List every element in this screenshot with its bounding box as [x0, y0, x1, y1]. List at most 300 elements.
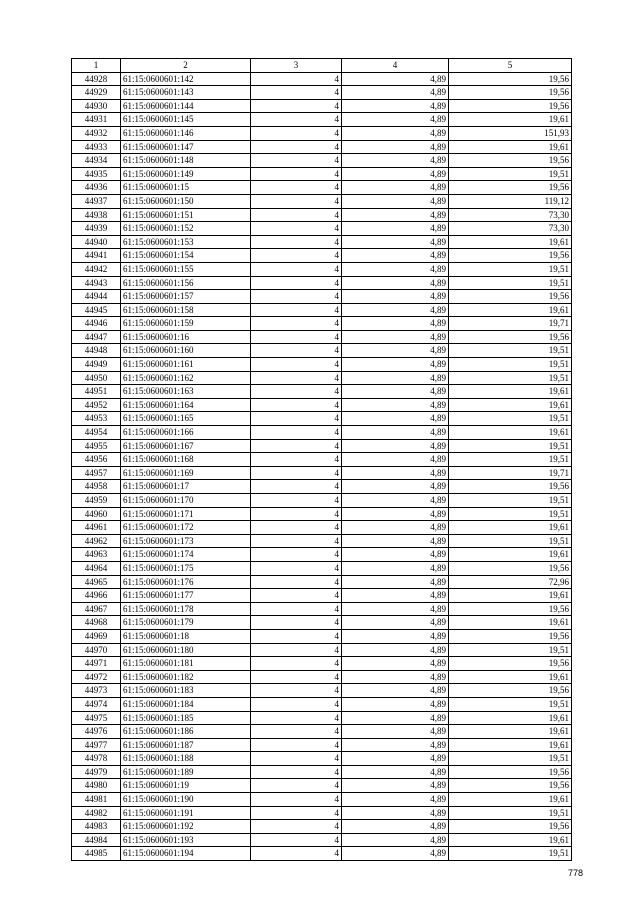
row-number-cell: 44961 [72, 521, 121, 535]
cadastral-number-cell: 61:15:0600601:150 [121, 194, 251, 208]
row-number-cell: 44963 [72, 548, 121, 562]
column-3-cell: 4 [251, 72, 342, 86]
table-row [72, 684, 572, 698]
row-number-cell: 44967 [72, 602, 121, 616]
column-4-cell: 4,89 [342, 126, 449, 140]
cadastral-number-cell: 61:15:0600601:151 [121, 208, 251, 222]
column-4-cell: 4,89 [342, 290, 449, 304]
cadastral-number-cell: 61:15:0600601:154 [121, 249, 251, 263]
cadastral-number-cell: 61:15:0600601:181 [121, 657, 251, 671]
cadastral-number-cell: 61:15:0600601:16 [121, 330, 251, 344]
cadastral-number-cell: 61:15:0600601:162 [121, 371, 251, 385]
column-3-cell: 4 [251, 643, 342, 657]
column-5-cell: 19,56 [449, 330, 572, 344]
data-table [71, 58, 572, 861]
column-4-cell: 4,89 [342, 262, 449, 276]
column-4-cell: 4,89 [342, 439, 449, 453]
column-5-cell: 19,51 [449, 412, 572, 426]
column-3-cell: 4 [251, 534, 342, 548]
column-5-cell: 19,56 [449, 249, 572, 263]
column-4-cell: 4,89 [342, 820, 449, 834]
column-3-cell: 4 [251, 194, 342, 208]
table-row [72, 99, 572, 113]
table-row [72, 548, 572, 562]
cadastral-number-cell: 61:15:0600601:172 [121, 521, 251, 535]
cadastral-number-cell: 61:15:0600601:142 [121, 72, 251, 86]
column-5-cell: 19,51 [449, 534, 572, 548]
cadastral-number-cell: 61:15:0600601:149 [121, 167, 251, 181]
table-row [72, 765, 572, 779]
column-5-cell: 19,51 [449, 752, 572, 766]
column-3-cell: 4 [251, 86, 342, 100]
row-number-cell: 44931 [72, 113, 121, 127]
column-header-1: 1 [72, 59, 121, 73]
row-number-cell: 44962 [72, 534, 121, 548]
table-row [72, 711, 572, 725]
column-5-cell: 19,61 [449, 235, 572, 249]
column-5-cell: 19,61 [449, 140, 572, 154]
row-number-cell: 44938 [72, 208, 121, 222]
table-row [72, 480, 572, 494]
column-5-cell: 19,51 [449, 806, 572, 820]
column-header-2: 2 [121, 59, 251, 73]
row-number-cell: 44984 [72, 833, 121, 847]
page-number: 778 [567, 868, 583, 878]
row-number-cell: 44956 [72, 453, 121, 467]
column-3-cell: 4 [251, 453, 342, 467]
column-3-cell: 4 [251, 847, 342, 861]
column-5-cell: 19,56 [449, 154, 572, 168]
row-number-cell: 44944 [72, 290, 121, 304]
column-5-cell: 19,56 [449, 561, 572, 575]
row-number-cell: 44983 [72, 820, 121, 834]
row-number-cell: 44941 [72, 249, 121, 263]
column-4-cell: 4,89 [342, 684, 449, 698]
cadastral-number-cell: 61:15:0600601:184 [121, 697, 251, 711]
column-5-cell: 19,56 [449, 290, 572, 304]
row-number-cell: 44980 [72, 779, 121, 793]
column-5-cell: 119,12 [449, 194, 572, 208]
table-row [72, 154, 572, 168]
cadastral-number-cell: 61:15:0600601:194 [121, 847, 251, 861]
cadastral-number-cell: 61:15:0600601:148 [121, 154, 251, 168]
cadastral-number-cell: 61:15:0600601:179 [121, 616, 251, 630]
cadastral-number-cell: 61:15:0600601:166 [121, 426, 251, 440]
table-body [72, 72, 572, 860]
table-header [72, 59, 572, 73]
cadastral-number-cell: 61:15:0600601:177 [121, 589, 251, 603]
column-5-cell: 19,51 [449, 643, 572, 657]
column-3-cell: 4 [251, 793, 342, 807]
column-4-cell: 4,89 [342, 643, 449, 657]
table-row [72, 575, 572, 589]
table-row [72, 589, 572, 603]
column-header-5: 5 [449, 59, 572, 73]
column-4-cell: 4,89 [342, 657, 449, 671]
column-3-cell: 4 [251, 358, 342, 372]
table-row [72, 86, 572, 100]
column-4-cell: 4,89 [342, 466, 449, 480]
column-5-cell: 73,30 [449, 208, 572, 222]
column-3-cell: 4 [251, 629, 342, 643]
column-5-cell: 19,56 [449, 86, 572, 100]
row-number-cell: 44949 [72, 358, 121, 372]
column-5-cell: 19,61 [449, 738, 572, 752]
column-4-cell: 4,89 [342, 711, 449, 725]
column-4-cell: 4,89 [342, 589, 449, 603]
row-number-cell: 44933 [72, 140, 121, 154]
cadastral-number-cell: 61:15:0600601:173 [121, 534, 251, 548]
column-3-cell: 4 [251, 521, 342, 535]
table-row [72, 629, 572, 643]
column-4-cell: 4,89 [342, 412, 449, 426]
column-4-cell: 4,89 [342, 847, 449, 861]
row-number-cell: 44955 [72, 439, 121, 453]
column-5-cell: 19,56 [449, 820, 572, 834]
column-5-cell: 19,51 [449, 494, 572, 508]
table-row [72, 113, 572, 127]
column-3-cell: 4 [251, 317, 342, 331]
row-number-cell: 44935 [72, 167, 121, 181]
row-number-cell: 44965 [72, 575, 121, 589]
column-5-cell: 19,61 [449, 711, 572, 725]
cadastral-number-cell: 61:15:0600601:169 [121, 466, 251, 480]
table-row [72, 167, 572, 181]
table-row [72, 439, 572, 453]
column-5-cell: 19,51 [449, 371, 572, 385]
table-row [72, 194, 572, 208]
column-3-cell: 4 [251, 385, 342, 399]
column-3-cell: 4 [251, 684, 342, 698]
row-number-cell: 44969 [72, 629, 121, 643]
cadastral-number-cell: 61:15:0600601:161 [121, 358, 251, 372]
cadastral-number-cell: 61:15:0600601:170 [121, 494, 251, 508]
column-4-cell: 4,89 [342, 494, 449, 508]
column-3-cell: 4 [251, 303, 342, 317]
row-number-cell: 44976 [72, 725, 121, 739]
column-5-cell: 19,61 [449, 113, 572, 127]
cadastral-number-cell: 61:15:0600601:19 [121, 779, 251, 793]
column-5-cell: 19,61 [449, 548, 572, 562]
cadastral-number-cell: 61:15:0600601:152 [121, 222, 251, 236]
column-3-cell: 4 [251, 439, 342, 453]
column-5-cell: 19,61 [449, 385, 572, 399]
row-number-cell: 44947 [72, 330, 121, 344]
table-row [72, 793, 572, 807]
table-row [72, 494, 572, 508]
column-5-cell: 19,51 [449, 507, 572, 521]
cadastral-number-cell: 61:15:0600601:160 [121, 344, 251, 358]
column-4-cell: 4,89 [342, 385, 449, 399]
column-5-cell: 151,93 [449, 126, 572, 140]
table-row [72, 521, 572, 535]
column-4-cell: 4,89 [342, 453, 449, 467]
column-3-cell: 4 [251, 222, 342, 236]
table-row [72, 208, 572, 222]
cadastral-number-cell: 61:15:0600601:186 [121, 725, 251, 739]
table-row [72, 290, 572, 304]
column-3-cell: 4 [251, 494, 342, 508]
table-row [72, 806, 572, 820]
table-row [72, 847, 572, 861]
cadastral-number-cell: 61:15:0600601:180 [121, 643, 251, 657]
row-number-cell: 44932 [72, 126, 121, 140]
column-4-cell: 4,89 [342, 208, 449, 222]
column-4-cell: 4,89 [342, 317, 449, 331]
column-5-cell: 19,56 [449, 602, 572, 616]
column-3-cell: 4 [251, 507, 342, 521]
row-number-cell: 44940 [72, 235, 121, 249]
cadastral-number-cell: 61:15:0600601:153 [121, 235, 251, 249]
cadastral-number-cell: 61:15:0600601:191 [121, 806, 251, 820]
table-row [72, 385, 572, 399]
column-5-cell: 19,71 [449, 466, 572, 480]
column-4-cell: 4,89 [342, 833, 449, 847]
cadastral-number-cell: 61:15:0600601:146 [121, 126, 251, 140]
row-number-cell: 44982 [72, 806, 121, 820]
column-3-cell: 4 [251, 602, 342, 616]
row-number-cell: 44946 [72, 317, 121, 331]
row-number-cell: 44954 [72, 426, 121, 440]
column-3-cell: 4 [251, 126, 342, 140]
column-3-cell: 4 [251, 616, 342, 630]
column-header-4: 4 [342, 59, 449, 73]
column-4-cell: 4,89 [342, 72, 449, 86]
table-row [72, 412, 572, 426]
table-row [72, 833, 572, 847]
column-3-cell: 4 [251, 140, 342, 154]
column-4-cell: 4,89 [342, 602, 449, 616]
row-number-cell: 44943 [72, 276, 121, 290]
table-row [72, 181, 572, 195]
table-row [72, 249, 572, 263]
column-5-cell: 19,56 [449, 181, 572, 195]
column-4-cell: 4,89 [342, 235, 449, 249]
column-5-cell: 19,61 [449, 426, 572, 440]
cadastral-number-cell: 61:15:0600601:188 [121, 752, 251, 766]
column-3-cell: 4 [251, 548, 342, 562]
column-5-cell: 19,61 [449, 793, 572, 807]
row-number-cell: 44930 [72, 99, 121, 113]
column-5-cell: 19,61 [449, 670, 572, 684]
column-4-cell: 4,89 [342, 561, 449, 575]
cadastral-number-cell: 61:15:0600601:15 [121, 181, 251, 195]
column-4-cell: 4,89 [342, 507, 449, 521]
column-3-cell: 4 [251, 426, 342, 440]
table-row [72, 330, 572, 344]
table-row [72, 303, 572, 317]
column-3-cell: 4 [251, 344, 342, 358]
column-4-cell: 4,89 [342, 398, 449, 412]
cadastral-number-cell: 61:15:0600601:156 [121, 276, 251, 290]
column-3-cell: 4 [251, 711, 342, 725]
table-row [72, 752, 572, 766]
column-4-cell: 4,89 [342, 426, 449, 440]
cadastral-number-cell: 61:15:0600601:155 [121, 262, 251, 276]
column-5-cell: 19,51 [449, 276, 572, 290]
column-4-cell: 4,89 [342, 194, 449, 208]
column-4-cell: 4,89 [342, 779, 449, 793]
row-number-cell: 44974 [72, 697, 121, 711]
column-3-cell: 4 [251, 398, 342, 412]
column-3-cell: 4 [251, 208, 342, 222]
row-number-cell: 44952 [72, 398, 121, 412]
column-4-cell: 4,89 [342, 99, 449, 113]
row-number-cell: 44928 [72, 72, 121, 86]
row-number-cell: 44950 [72, 371, 121, 385]
column-5-cell: 19,56 [449, 72, 572, 86]
column-4-cell: 4,89 [342, 575, 449, 589]
column-3-cell: 4 [251, 99, 342, 113]
column-5-cell: 19,51 [449, 262, 572, 276]
row-number-cell: 44934 [72, 154, 121, 168]
table-row [72, 820, 572, 834]
table-row [72, 398, 572, 412]
column-4-cell: 4,89 [342, 154, 449, 168]
column-5-cell: 19,61 [449, 303, 572, 317]
cadastral-number-cell: 61:15:0600601:190 [121, 793, 251, 807]
column-4-cell: 4,89 [342, 670, 449, 684]
column-3-cell: 4 [251, 371, 342, 385]
column-4-cell: 4,89 [342, 303, 449, 317]
row-number-cell: 44960 [72, 507, 121, 521]
cadastral-number-cell: 61:15:0600601:158 [121, 303, 251, 317]
cadastral-number-cell: 61:15:0600601:178 [121, 602, 251, 616]
column-5-cell: 19,56 [449, 657, 572, 671]
column-3-cell: 4 [251, 806, 342, 820]
column-5-cell: 19,56 [449, 765, 572, 779]
column-5-cell: 19,56 [449, 684, 572, 698]
table-row [72, 358, 572, 372]
table-row [72, 72, 572, 86]
table-row [72, 738, 572, 752]
row-number-cell: 44981 [72, 793, 121, 807]
table-row [72, 725, 572, 739]
column-3-cell: 4 [251, 738, 342, 752]
cadastral-number-cell: 61:15:0600601:193 [121, 833, 251, 847]
cadastral-number-cell: 61:15:0600601:143 [121, 86, 251, 100]
row-number-cell: 44973 [72, 684, 121, 698]
column-4-cell: 4,89 [342, 222, 449, 236]
row-number-cell: 44966 [72, 589, 121, 603]
column-4-cell: 4,89 [342, 276, 449, 290]
cadastral-number-cell: 61:15:0600601:183 [121, 684, 251, 698]
table-row [72, 276, 572, 290]
row-number-cell: 44953 [72, 412, 121, 426]
cadastral-number-cell: 61:15:0600601:163 [121, 385, 251, 399]
row-number-cell: 44942 [72, 262, 121, 276]
column-5-cell: 19,71 [449, 317, 572, 331]
cadastral-number-cell: 61:15:0600601:192 [121, 820, 251, 834]
column-3-cell: 4 [251, 657, 342, 671]
table-row [72, 262, 572, 276]
column-4-cell: 4,89 [342, 480, 449, 494]
column-5-cell: 73,30 [449, 222, 572, 236]
column-3-cell: 4 [251, 290, 342, 304]
cadastral-number-cell: 61:15:0600601:171 [121, 507, 251, 521]
table-row [72, 466, 572, 480]
column-4-cell: 4,89 [342, 371, 449, 385]
table-row [72, 657, 572, 671]
column-4-cell: 4,89 [342, 548, 449, 562]
table-row [72, 670, 572, 684]
column-5-cell: 19,51 [449, 697, 572, 711]
cadastral-number-cell: 61:15:0600601:176 [121, 575, 251, 589]
column-4-cell: 4,89 [342, 113, 449, 127]
cadastral-number-cell: 61:15:0600601:145 [121, 113, 251, 127]
row-number-cell: 44951 [72, 385, 121, 399]
cadastral-number-cell: 61:15:0600601:168 [121, 453, 251, 467]
table-row [72, 317, 572, 331]
column-3-cell: 4 [251, 235, 342, 249]
column-4-cell: 4,89 [342, 181, 449, 195]
column-3-cell: 4 [251, 412, 342, 426]
column-5-cell: 19,51 [449, 847, 572, 861]
column-3-cell: 4 [251, 697, 342, 711]
row-number-cell: 44936 [72, 181, 121, 195]
column-3-cell: 4 [251, 820, 342, 834]
row-number-cell: 44985 [72, 847, 121, 861]
column-header-3: 3 [251, 59, 342, 73]
header-row [72, 59, 572, 73]
row-number-cell: 44939 [72, 222, 121, 236]
column-4-cell: 4,89 [342, 765, 449, 779]
column-4-cell: 4,89 [342, 616, 449, 630]
column-5-cell: 19,61 [449, 725, 572, 739]
column-4-cell: 4,89 [342, 534, 449, 548]
column-4-cell: 4,89 [342, 167, 449, 181]
column-4-cell: 4,89 [342, 249, 449, 263]
cadastral-number-cell: 61:15:0600601:165 [121, 412, 251, 426]
column-4-cell: 4,89 [342, 86, 449, 100]
column-5-cell: 19,61 [449, 398, 572, 412]
column-3-cell: 4 [251, 154, 342, 168]
table-row [72, 534, 572, 548]
column-3-cell: 4 [251, 575, 342, 589]
row-number-cell: 44964 [72, 561, 121, 575]
column-4-cell: 4,89 [342, 793, 449, 807]
column-5-cell: 19,61 [449, 833, 572, 847]
column-5-cell: 19,61 [449, 589, 572, 603]
column-5-cell: 19,51 [449, 344, 572, 358]
table-row [72, 235, 572, 249]
table-row [72, 643, 572, 657]
cadastral-number-cell: 61:15:0600601:182 [121, 670, 251, 684]
column-5-cell: 19,61 [449, 521, 572, 535]
column-3-cell: 4 [251, 589, 342, 603]
table-row [72, 602, 572, 616]
cadastral-number-cell: 61:15:0600601:174 [121, 548, 251, 562]
column-4-cell: 4,89 [342, 697, 449, 711]
cadastral-number-cell: 61:15:0600601:187 [121, 738, 251, 752]
column-5-cell: 19,51 [449, 167, 572, 181]
column-4-cell: 4,89 [342, 140, 449, 154]
cadastral-number-cell: 61:15:0600601:159 [121, 317, 251, 331]
table-row [72, 371, 572, 385]
column-4-cell: 4,89 [342, 738, 449, 752]
table-row [72, 561, 572, 575]
table-row [72, 426, 572, 440]
column-5-cell: 19,51 [449, 439, 572, 453]
table-row [72, 344, 572, 358]
column-5-cell: 19,56 [449, 480, 572, 494]
column-4-cell: 4,89 [342, 521, 449, 535]
column-5-cell: 19,56 [449, 99, 572, 113]
row-number-cell: 44977 [72, 738, 121, 752]
table-row [72, 697, 572, 711]
column-3-cell: 4 [251, 113, 342, 127]
cadastral-number-cell: 61:15:0600601:167 [121, 439, 251, 453]
